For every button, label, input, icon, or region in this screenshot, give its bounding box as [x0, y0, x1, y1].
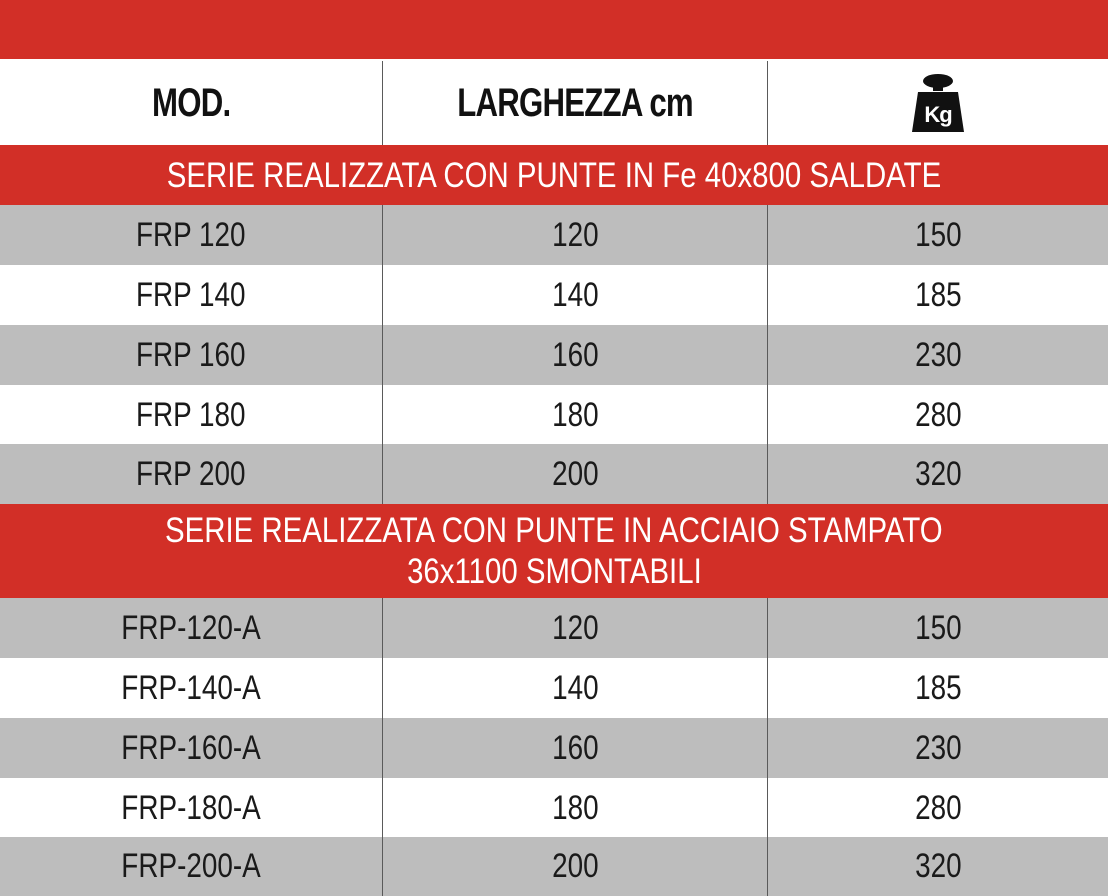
table-row [0, 265, 1108, 325]
weight-value: 230 [914, 728, 962, 767]
width-value: 140 [551, 668, 599, 707]
cell-width [382, 444, 767, 504]
model-value: FRP 160 [136, 335, 246, 374]
table-row [0, 837, 1108, 896]
table-row [0, 385, 1108, 445]
width-value: 200 [551, 454, 599, 493]
section-title-1-line-1: SERIE REALIZZATA CON PUNTE IN Fe 40x800 SALDATE [166, 155, 942, 195]
weight-value: 280 [914, 395, 962, 434]
weight-value: 230 [914, 335, 962, 374]
cell-model [0, 325, 382, 385]
cell-weight [767, 718, 1108, 778]
cell-model [0, 837, 382, 896]
cell-weight [767, 837, 1108, 896]
section-title-2 [0, 504, 1108, 598]
cell-weight [767, 778, 1108, 838]
cell-width [382, 265, 767, 325]
cell-model [0, 658, 382, 718]
weight-icon-label: Kg [924, 102, 952, 127]
header-model [0, 61, 382, 145]
table-row [0, 658, 1108, 718]
cell-weight [767, 444, 1108, 504]
cell-model [0, 718, 382, 778]
header-model-label: MOD. [151, 80, 231, 125]
cell-weight [767, 385, 1108, 445]
cell-width [382, 837, 767, 896]
cell-width [382, 205, 767, 265]
cell-weight [767, 325, 1108, 385]
width-value: 160 [551, 728, 599, 767]
cell-model [0, 205, 382, 265]
weight-value: 320 [914, 847, 962, 885]
cell-width [382, 598, 767, 658]
cell-weight [767, 658, 1108, 718]
section-title-2-line-1: SERIE REALIZZATA CON PUNTE IN ACCIAIO STAMPATO [165, 511, 943, 550]
cell-model [0, 444, 382, 504]
model-value: FRP-180-A [121, 788, 261, 827]
cell-model [0, 385, 382, 445]
weight-icon [909, 72, 967, 134]
model-value: FRP-160-A [121, 728, 261, 767]
cell-width [382, 778, 767, 838]
table-row [0, 778, 1108, 838]
cell-weight [767, 265, 1108, 325]
table-row [0, 718, 1108, 778]
header-weight [767, 61, 1108, 145]
cell-model [0, 778, 382, 838]
model-value: FRP-120-A [121, 608, 261, 647]
cell-width [382, 718, 767, 778]
table-header [0, 59, 1108, 145]
width-value: 180 [551, 395, 599, 434]
table-row [0, 444, 1108, 504]
weight-value: 185 [914, 275, 962, 314]
model-value: FRP-140-A [121, 668, 261, 707]
weight-value: 150 [914, 215, 962, 254]
section-title-1 [0, 145, 1108, 205]
section-title-2-line-2: 36x1100 SMONTABILI [406, 552, 702, 591]
top-red-bar [0, 0, 1108, 59]
cell-width [382, 385, 767, 445]
width-value: 180 [551, 788, 599, 827]
width-value: 160 [551, 335, 599, 374]
weight-value: 185 [914, 668, 962, 707]
model-value: FRP 120 [136, 215, 246, 254]
weight-value: 280 [914, 788, 962, 827]
header-width [382, 61, 767, 145]
header-width-label: LARGHEZZA cm [457, 80, 693, 125]
table-row [0, 598, 1108, 658]
table-row [0, 205, 1108, 265]
model-value: FRP 180 [136, 395, 246, 434]
cell-weight [767, 598, 1108, 658]
cell-weight [767, 205, 1108, 265]
weight-value: 320 [914, 454, 962, 493]
model-value: FRP 200 [136, 454, 246, 493]
width-value: 200 [551, 847, 599, 885]
width-value: 120 [551, 215, 599, 254]
width-value: 140 [551, 275, 599, 314]
width-value: 120 [551, 608, 599, 647]
cell-model [0, 265, 382, 325]
weight-value: 150 [914, 608, 962, 647]
cell-width [382, 325, 767, 385]
table-row [0, 325, 1108, 385]
cell-model [0, 598, 382, 658]
model-value: FRP-200-A [121, 847, 261, 885]
cell-width [382, 658, 767, 718]
model-value: FRP 140 [136, 275, 246, 314]
